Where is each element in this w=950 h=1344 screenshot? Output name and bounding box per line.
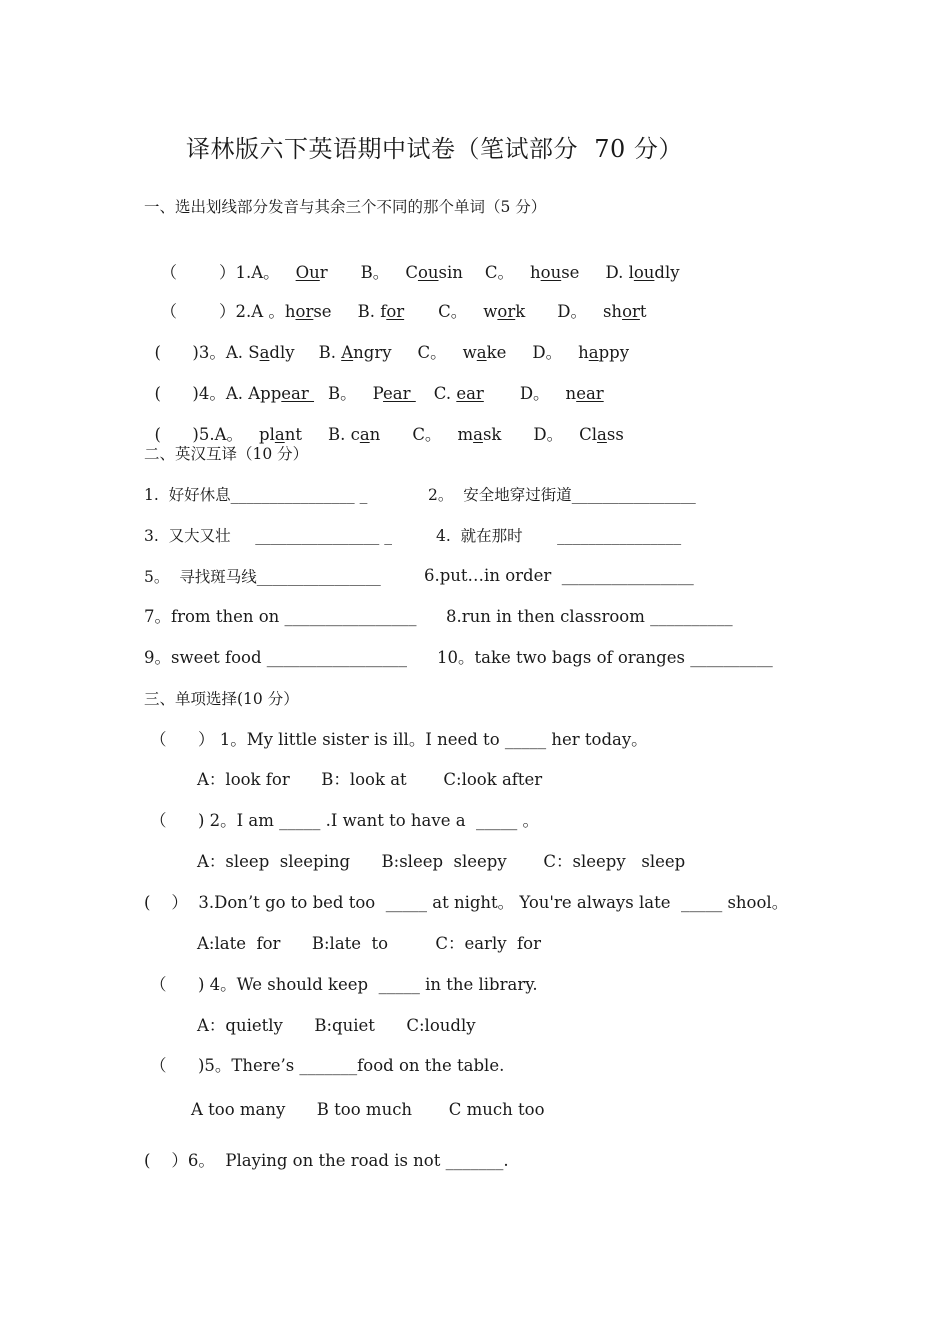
s1-q3-b-label: B. xyxy=(318,343,342,362)
s1-q5-b-label: B. c xyxy=(327,425,360,444)
s1-q4-c-underlined: ear xyxy=(456,384,484,403)
s1-q3-d-underlined: a xyxy=(588,343,599,362)
s2-item-3: 3. 又大又壮 ________________ _ xyxy=(144,527,392,545)
s1-q2-c-label: C。 xyxy=(438,302,468,321)
s3-q2-options: A：sleep sleeping B:sleep sleepy C：sleepy sleep xyxy=(197,852,686,871)
s2-item-5: 5。 寻找斑马线________________ xyxy=(144,568,381,586)
s1-q5-c-pre: m xyxy=(457,425,474,444)
s3-q1: （ ） 1。My little sister is ill。I need to _____ her today。 xyxy=(150,730,648,749)
s3-q5-options: A too many B too much C much too xyxy=(191,1100,545,1119)
s1-q2-d-rest: t xyxy=(639,302,647,321)
s1-q3-c-pre: w xyxy=(462,343,477,362)
s1-q4-b-label: B。 xyxy=(328,384,357,403)
s1-q3-d-rest: ppy xyxy=(598,343,630,362)
s2-item-2: 2。 安全地穿过街道________________ xyxy=(428,486,696,504)
s3-q4: （ ) 4。We should keep _____ in the library. xyxy=(150,975,538,994)
s1-q1-c-rest: se xyxy=(561,263,580,282)
s3-q3-options: A:late for B:late to C：early for xyxy=(197,934,541,953)
s3-q2: （ ) 2。I am _____ .I want to have a _____ 。 xyxy=(150,811,540,830)
s2-item-6: 6.put…in order ________________ xyxy=(424,566,694,585)
s1-q3 xyxy=(144,320,629,364)
s1-q2-a-underlined: or xyxy=(295,302,314,321)
s1-q5-b-underlined: a xyxy=(359,425,370,444)
section1-heading: 一、选出划线部分发音与其余三个不同的那个单词（5 分） xyxy=(144,198,547,216)
s1-q3-c-label: C。 xyxy=(417,343,447,362)
s1-q2-a-pre: h xyxy=(284,302,296,321)
s1-q1-c-underlined: ou xyxy=(540,263,562,282)
section2-heading: 二、英汉互译（10 分） xyxy=(144,445,309,463)
s1-q2-d-label: D。 xyxy=(557,302,587,321)
s1-q5 xyxy=(144,402,624,446)
s2-item-1: 1. 好好休息________________ _ xyxy=(144,486,368,504)
s1-q4-d-pre: n xyxy=(565,384,577,403)
s1-q4 xyxy=(144,361,604,405)
s1-q1-d-label: D. l xyxy=(605,263,634,282)
s1-q2-c-pre: w xyxy=(483,302,498,321)
s1-q5-a-rest: nt xyxy=(284,425,302,444)
s1-q2-d-underlined: or xyxy=(622,302,640,321)
s1-q4-b-underlined: ear xyxy=(383,384,416,403)
s1-q5-b-rest: n xyxy=(369,425,381,444)
section3-heading: 三、单项选择(10 分） xyxy=(144,690,299,708)
s2-item-9: 9。sweet food _________________ xyxy=(144,648,408,667)
s1-q2-d-pre: sh xyxy=(602,302,623,321)
s1-q1-b-rest: sin xyxy=(438,263,463,282)
s1-q4-d-underlined: ear xyxy=(576,384,604,403)
s1-q3-d-pre: h xyxy=(578,343,589,362)
s1-q1-b-underlined: ou xyxy=(417,263,439,282)
s1-q1-b-pre: C xyxy=(405,263,418,282)
s2-item-7: 7。from then on ________________ xyxy=(144,607,417,626)
s1-q3-a-underlined: a xyxy=(259,343,270,362)
s1-q4-number: ( )4。A. App xyxy=(154,384,282,403)
s2-item-10: 10。take two bags of oranges __________ xyxy=(437,648,773,667)
s1-q2-b-underlined: or xyxy=(386,302,405,321)
s3-q4-options: A：quietly B:quiet C:loudly xyxy=(197,1016,476,1035)
s3-q1-options: A：look for B：look at C:look after xyxy=(197,770,543,789)
s1-q3-a-rest: dly xyxy=(269,343,295,362)
s1-q3-number: ( )3。A. S xyxy=(154,343,260,362)
s1-q2 xyxy=(150,279,647,323)
s1-q5-d-label: D。 xyxy=(533,425,564,444)
s1-q5-a-underlined: a xyxy=(274,425,285,444)
s1-q4-b-pre: P xyxy=(372,384,384,403)
s1-q4-c-label: C. xyxy=(433,384,457,403)
s1-q3-c-rest: ke xyxy=(486,343,507,362)
s1-q2-number: （ ）2.A 。 xyxy=(160,302,285,321)
s1-q2-a-rest: se xyxy=(313,302,332,321)
s1-q1 xyxy=(150,240,680,284)
s1-q5-d-rest: ss xyxy=(606,425,624,444)
s1-q1-a-underlined: Ou xyxy=(295,263,320,282)
s1-q5-number: ( )5.A。 xyxy=(154,425,244,444)
s2-item-8: 8.run in then classroom __________ xyxy=(446,607,733,626)
s1-q1-c-label: C。 xyxy=(484,263,514,282)
s1-q3-b-underlined: A xyxy=(341,343,354,362)
page-title: 译林版六下英语期中试卷（笔试部分 70 分） xyxy=(186,135,683,163)
s1-q5-d-underlined: a xyxy=(597,425,607,444)
s1-q2-c-rest: k xyxy=(515,302,526,321)
s1-q2-b-label: B. f xyxy=(357,302,387,321)
s1-q5-c-label: C。 xyxy=(412,425,442,444)
s1-q1-d-underlined: ou xyxy=(633,263,655,282)
s3-q3: ( ） 3.Don’t go to bed too _____ at night。 You're always late _____ shool。 xyxy=(144,893,789,912)
s1-q3-b-rest: ngry xyxy=(353,343,392,362)
s1-q1-b-label: B。 xyxy=(360,263,390,282)
s1-q5-c-underlined: a xyxy=(473,425,483,444)
s1-q1-d-rest: dly xyxy=(654,263,680,282)
s2-item-4: 4. 就在那时 ________________ xyxy=(436,527,682,545)
s3-q6: ( ）6。 Playing on the road is not _______. xyxy=(144,1151,509,1170)
s1-q1-c-pre: h xyxy=(530,263,541,282)
s1-q4-d-label: D。 xyxy=(519,384,550,403)
s1-q5-c-rest: sk xyxy=(482,425,502,444)
s1-q5-a-pre: pl xyxy=(259,425,275,444)
s1-q4-a-underlined: ear xyxy=(281,384,315,403)
s1-q5-d-pre: Cl xyxy=(579,425,598,444)
s1-q1-number: （ ）1.A。 xyxy=(160,263,280,282)
s1-q2-c-underlined: or xyxy=(497,302,516,321)
s1-q1-a-rest: r xyxy=(319,263,328,282)
s3-q5: （ )5。There’s _______food on the table. xyxy=(150,1056,505,1075)
s1-q3-c-underlined: a xyxy=(476,343,487,362)
s1-q3-d-label: D。 xyxy=(532,343,563,362)
